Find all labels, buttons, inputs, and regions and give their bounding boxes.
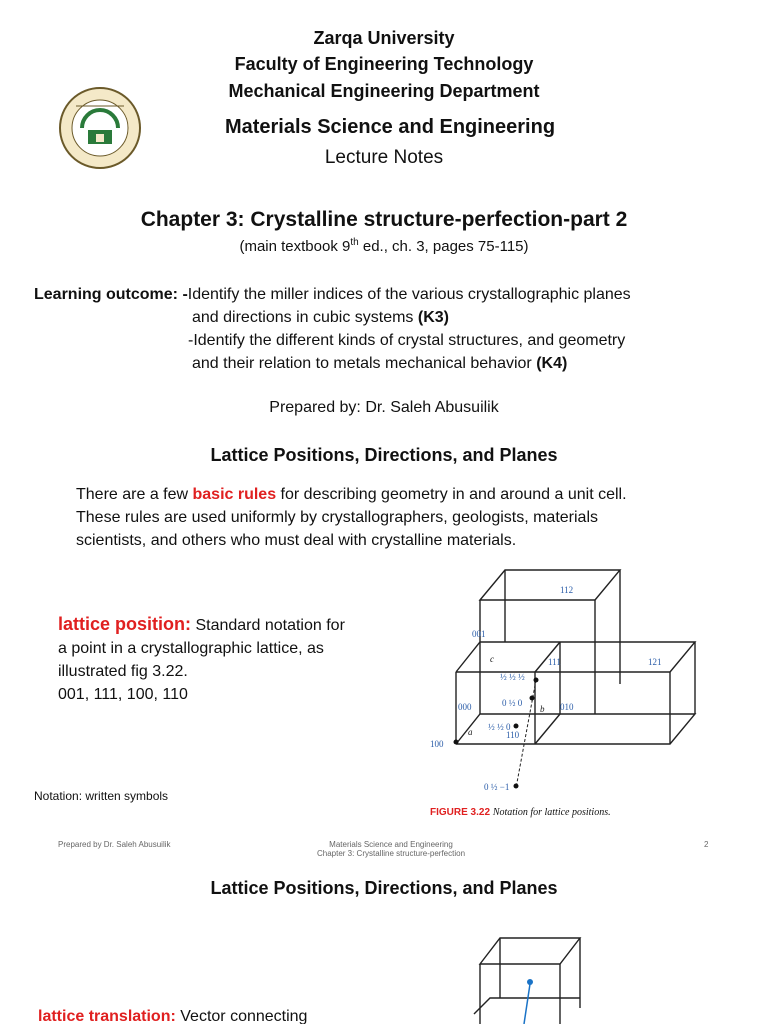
textbook-reference: (main textbook 9th ed., ch. 3, pages 75-115) xyxy=(239,237,529,255)
svg-text:100: 100 xyxy=(430,739,444,749)
footer-course: Materials Science and Engineering Chapter 3: Crystalline structure-perfection xyxy=(316,840,466,858)
svg-text:b: b xyxy=(540,704,545,714)
basic-rules-highlight: basic rules xyxy=(192,486,277,503)
learning-outcome-line-2: and directions in cubic systems (K3) xyxy=(192,309,449,326)
chapter-title: Chapter 3: Crystalline structure-perfection-part 2 xyxy=(140,208,628,231)
svg-text:001: 001 xyxy=(472,629,486,639)
department-name: Mechanical Engineering Department xyxy=(228,81,540,101)
svg-text:010: 010 xyxy=(560,702,574,712)
section-heading-2: Lattice Positions, Directions, and Planes xyxy=(210,878,558,898)
learning-outcome-line-1: Learning outcome: -Identify the miller indices of the various crystallographic planes xyxy=(34,286,631,303)
svg-text:110: 110 xyxy=(506,730,520,740)
lattice-position-term: lattice position: xyxy=(58,614,192,634)
footer-page-number: 2 xyxy=(704,840,709,849)
svg-text:111: 111 xyxy=(548,657,561,667)
svg-text:½ ½ 0: ½ ½ 0 xyxy=(488,722,511,732)
course-title: Materials Science and Engineering xyxy=(224,116,556,138)
lecture-notes-label: Lecture Notes xyxy=(324,147,444,168)
university-name: Zarqa University xyxy=(313,28,455,48)
intro-paragraph: There are a few basic rules for describing geometry in and around a unit cell. These rules are used uniformly by crystallographers, geologists, materials scientists, and others who must deal with crystalline materials. xyxy=(76,486,627,549)
lattice-translation-term: lattice translation: xyxy=(38,1008,176,1024)
footer-author: Prepared by Dr. Saleh Abusuilik xyxy=(58,840,171,849)
section-heading: Lattice Positions, Directions, and Planes xyxy=(210,445,558,465)
prepared-by: Prepared by: Dr. Saleh Abusuilik xyxy=(269,399,499,416)
lattice-position-definition: lattice position: Standard notation for a point in a crystallographic lattice, as illustrated fig 3.22. 001, 111, 100, 110 xyxy=(58,614,345,703)
notation-note: Notation: written symbols xyxy=(34,789,169,803)
learning-outcome-line-4: and their relation to metals mechanical behavior (K4) xyxy=(192,355,568,372)
svg-text:121: 121 xyxy=(648,657,662,667)
svg-text:½ ½ ½: ½ ½ ½ xyxy=(500,672,525,682)
svg-text:0 ½ −1: 0 ½ −1 xyxy=(484,782,510,792)
figure-caption: FIGURE 3.22 Notation for lattice positions. xyxy=(430,807,611,818)
figure-lattice-positions xyxy=(420,562,720,802)
svg-text:c: c xyxy=(490,654,494,664)
faculty-name: Faculty of Engineering Technology xyxy=(234,54,534,74)
svg-text:112: 112 xyxy=(560,585,574,595)
lattice-translation-definition: lattice translation: Vector connecting xyxy=(38,1008,308,1024)
lattice-points xyxy=(454,678,539,789)
learning-outcome-line-3: -Identify the different kinds of crystal structures, and geometry xyxy=(188,332,626,349)
svg-text:a: a xyxy=(468,727,473,737)
svg-text:0 ½ 0: 0 ½ 0 xyxy=(502,698,523,708)
figure-lattice-translation xyxy=(470,928,610,1024)
svg-text:000: 000 xyxy=(458,702,472,712)
